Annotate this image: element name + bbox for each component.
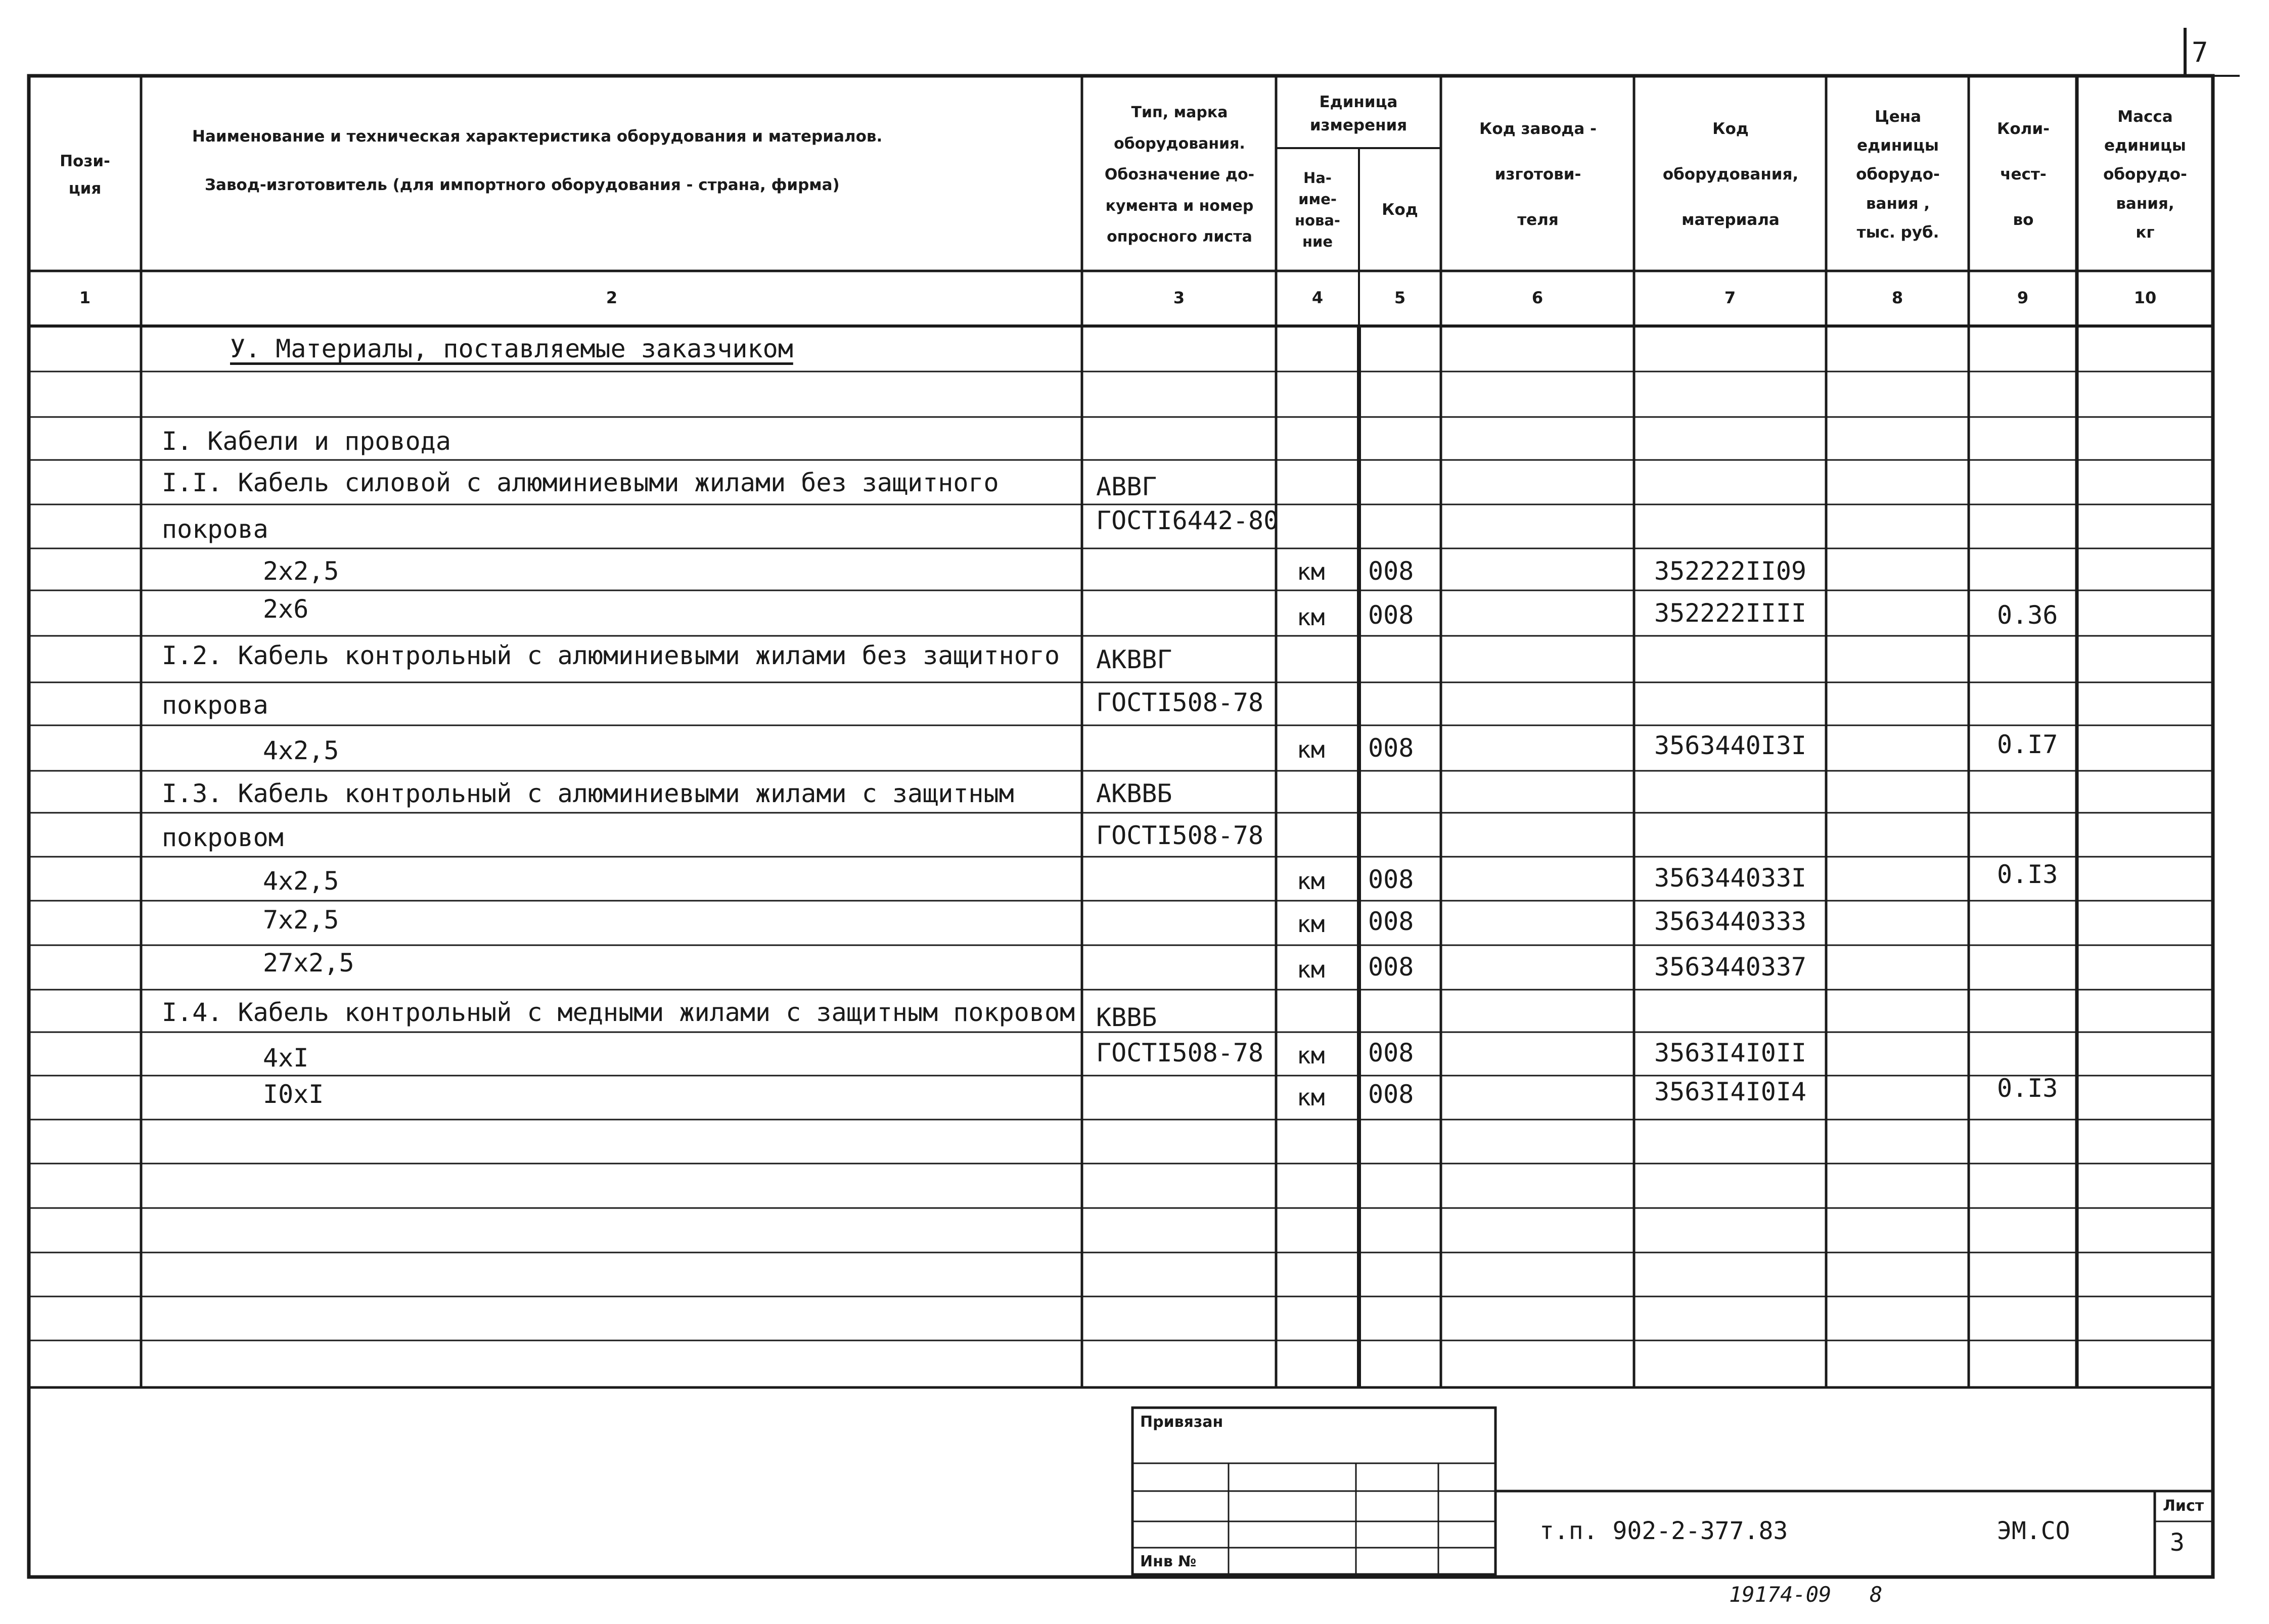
- item-name: 4х2,5: [263, 736, 339, 765]
- item-unit: км: [1297, 956, 1325, 983]
- sheet-number: 3: [2170, 1528, 2185, 1557]
- document-code: т.п. 902-2-377.83: [1539, 1517, 1788, 1545]
- item-unit: км: [1297, 867, 1325, 895]
- item-type: КВВБ: [1096, 1003, 1157, 1032]
- column-number-9: 9: [2017, 288, 2029, 307]
- column-number-4: 4: [1311, 288, 1324, 307]
- item-equipment-code: 3563I4I0II: [1654, 1038, 1807, 1068]
- group-heading: I. Кабели и провода: [162, 427, 451, 456]
- item-equipment-code: 3563440I3I: [1654, 731, 1807, 760]
- item-name: I.4. Кабель контрольный с медными жилами с защитным покровом: [162, 998, 1075, 1027]
- column-number-8: 8: [1891, 288, 1903, 307]
- item-unit-code: 008: [1368, 1080, 1414, 1109]
- item-name: покровом: [162, 823, 284, 852]
- item-type: ГОСТI508-78: [1096, 1038, 1264, 1068]
- item-equipment-code: 3563440337: [1654, 952, 1807, 982]
- section-heading: У. Материалы, поставляемые заказчиком: [230, 334, 793, 363]
- item-type: АКВВБ: [1096, 779, 1172, 808]
- item-type: ГОСТI508-78: [1096, 821, 1264, 850]
- item-unit-code: 008: [1368, 556, 1414, 586]
- column-number-3: 3: [1173, 288, 1185, 307]
- item-quantity: 0.I3: [1997, 860, 2058, 889]
- header-unit-group: Единица измерения: [1309, 92, 1408, 134]
- item-name: покрова: [162, 690, 268, 720]
- item-name: 7х2,5: [263, 905, 339, 935]
- item-unit: км: [1297, 736, 1325, 763]
- header-name-line2: Завод-изготовитель (для импортного оборудования - страна, фирма): [205, 176, 840, 194]
- item-name: 2х2,5: [263, 556, 339, 586]
- item-name: 4х2,5: [263, 866, 339, 896]
- header-unit-mass: Масса единицы оборудо- вания, кг: [2103, 107, 2187, 242]
- item-name: I0хI: [263, 1080, 324, 1109]
- item-unit: км: [1297, 1084, 1325, 1111]
- item-unit-code: 008: [1368, 1038, 1414, 1068]
- header-equipment-code: Код оборудования, материала: [1662, 120, 1799, 229]
- item-quantity: 0.I3: [1997, 1074, 2058, 1103]
- item-name: 4хI: [263, 1043, 309, 1073]
- item-unit-code: 008: [1368, 952, 1414, 982]
- item-unit: км: [1297, 910, 1325, 938]
- header-quantity: Коли- чест- во: [1997, 120, 2050, 229]
- header-name-line1: Наименование и техническая характеристика оборудования и материалов.: [192, 127, 883, 146]
- item-equipment-code: 3563440333: [1654, 907, 1807, 936]
- item-unit: км: [1297, 558, 1325, 585]
- item-type: ГОСТI508-78: [1096, 688, 1264, 717]
- item-name: I.I. Кабель силовой с алюминиевыми жилами без защитного: [162, 468, 999, 497]
- item-name: I.2. Кабель контрольный с алюминиевыми жилами без защитного: [162, 641, 1060, 670]
- item-name: покрова: [162, 515, 268, 544]
- item-unit: км: [1297, 604, 1325, 631]
- item-equipment-code: 352222IIII: [1654, 598, 1807, 628]
- page-number: 7: [2192, 36, 2208, 68]
- column-number-2: 2: [606, 288, 618, 307]
- stamp-inventory-label: Инв №: [1140, 1553, 1197, 1570]
- column-number-10: 10: [2134, 288, 2157, 307]
- item-quantity: 0.36: [1997, 600, 2058, 630]
- item-equipment-code: 352222II09: [1654, 556, 1807, 586]
- column-number-5: 5: [1394, 288, 1406, 307]
- item-type: ГОСТI6442-80: [1096, 506, 1279, 535]
- item-type: АВВГ: [1096, 472, 1157, 501]
- item-unit-code: 008: [1368, 865, 1414, 894]
- handwritten-note: 19174-09 8: [1729, 1582, 1883, 1607]
- header-factory-code: Код завода - изготови- теля: [1479, 120, 1597, 229]
- item-quantity: 0.I7: [1997, 730, 2058, 759]
- column-number-7: 7: [1724, 288, 1736, 307]
- item-unit: км: [1297, 1042, 1325, 1069]
- header-type: Тип, марка оборудования. Обозначение до- кумента и номер опросного листа: [1104, 104, 1255, 246]
- item-equipment-code: 356344033I: [1654, 863, 1807, 893]
- column-number-1: 1: [79, 288, 91, 307]
- column-number-6: 6: [1531, 288, 1544, 307]
- header-unit-code: Код: [1382, 200, 1418, 219]
- stamp-attached-label: Привязан: [1140, 1413, 1223, 1431]
- item-name: 2х6: [263, 594, 309, 624]
- item-name: 27х2,5: [263, 948, 354, 978]
- item-unit-code: 008: [1368, 907, 1414, 936]
- item-type: АКВВГ: [1096, 645, 1172, 674]
- header-position: Пози- ция: [60, 152, 110, 198]
- header-unit-price: Цена единицы оборудо- вания , тыс. руб.: [1856, 107, 1940, 242]
- item-equipment-code: 3563I4I0I4: [1654, 1077, 1807, 1106]
- item-name: I.3. Кабель контрольный с алюминиевыми жилами с защитным: [162, 779, 1014, 808]
- document-mark: ЭМ.СО: [1997, 1517, 2070, 1545]
- sheet-label: Лист: [2163, 1497, 2204, 1515]
- item-unit-code: 008: [1368, 733, 1414, 763]
- header-unit-name: На- име- нова- ние: [1295, 169, 1340, 251]
- item-unit-code: 008: [1368, 600, 1414, 630]
